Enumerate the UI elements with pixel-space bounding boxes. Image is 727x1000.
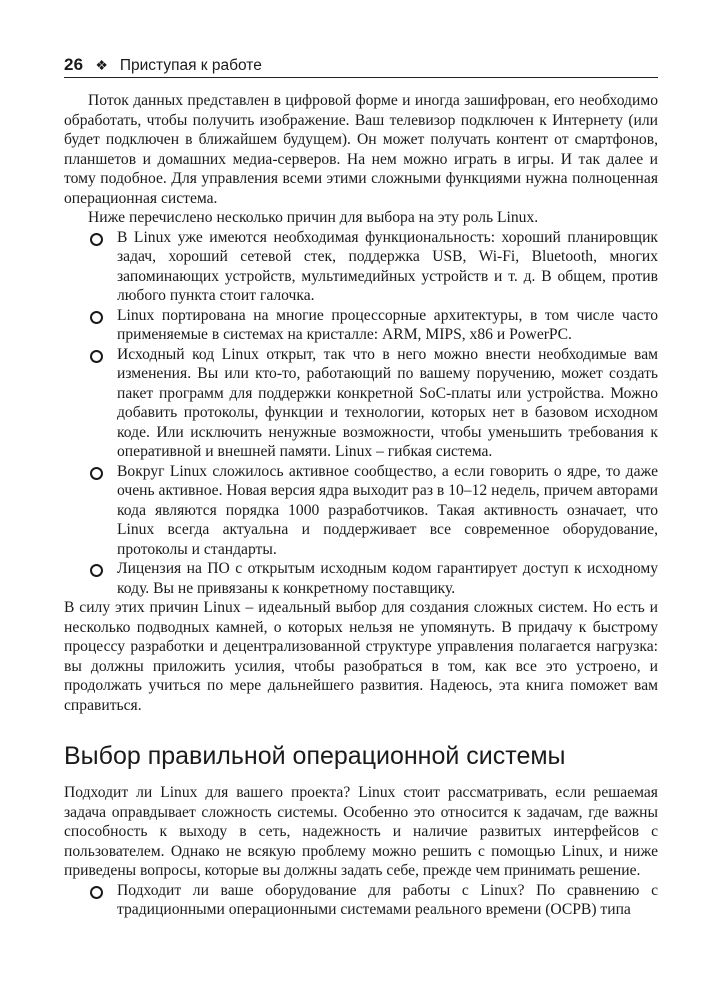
diamond-ornament-icon: ❖ xyxy=(95,57,108,73)
list-item-text: В Linux уже имеются необходимая функциональность: хороший планировщик задач, хороший сетевой стек, поддержка USB, Wi-Fi, Bluetooth, многих запоминающих устройств, мультимедийных устройств и т. д. В общем, против любого пункта стоит галочка. xyxy=(117,228,658,304)
list-item xyxy=(64,345,658,462)
list-item-text: Лицензия на ПО с открытым исходным кодом гарантирует доступ к исходному коду. Вы не привязаны к конкретному поставщику. xyxy=(117,560,658,597)
running-title: Приступая к работе xyxy=(119,57,262,74)
circle-bullet-icon xyxy=(90,886,103,899)
section-paragraph: Подходит ли Linux для вашего проекта? Linux стоит рассматривать, если решаемая задача оправдывает сложность системы. Особенно это относится к задачам, где важны способность к выходу в сеть, надежность и наличие развитых интерфейсов с пользователем. Однако не всякую проблему можно решить с помощью Linux, и ниже приведены вопросы, которые вы должны задать себе, прежде чем принимать решение. xyxy=(64,784,658,879)
circle-bullet-icon xyxy=(90,564,103,577)
list-item-text: Подходит ли ваше оборудование для работы с Linux? По сравнению с традиционными операционными системами реального времени (ОСРВ) типа xyxy=(117,881,658,918)
intro-paragraph: Поток данных представлен в цифровой форме и иногда зашифрован, его необходимо обработать, чтобы получить изображение. Ваш телевизор подключен к Интернету (или будет подключен в ближайшем будущем). Он может получать контент от смартфонов, планшетов и домашних медиа-серверов. На нем можно играть в игры. И так далее и тому подобное. Для управления всеми этими сложными функциями нужна полноценная операционная система. xyxy=(64,92,658,207)
list-item xyxy=(64,881,658,920)
circle-bullet-icon xyxy=(90,233,103,246)
list-item xyxy=(64,228,658,306)
list-item-text: Linux портирована на многие процессорные архитектуры, в том числе часто применяемые в системах на кристалле: ARM, MIPS, x86 и PowerPC. xyxy=(117,306,658,343)
page-number: 26 xyxy=(64,55,84,74)
reasons-intro: Ниже перечислено несколько причин для выбора на эту роль Linux. xyxy=(88,209,539,226)
circle-bullet-icon xyxy=(90,350,103,363)
questions-list xyxy=(64,881,658,920)
list-item xyxy=(64,559,658,598)
list-item xyxy=(64,462,658,560)
list-item-text: Исходный код Linux открыт, так что в него можно внести необходимые вам изменения. Вы или кто-то, работающий по вашему поручению, может создать пакет программ для поддержки конкретной SoC-платы или устройства. Можно добавить протоколы, функции и технологии, которых нет в базовом исходном коде. Или исключить ненужные возможности, чтобы уменьшить требования к оперативной и внешней памяти. Linux – гибкая система. xyxy=(117,345,658,460)
conclusion-paragraph: В силу этих причин Linux – идеальный выбор для создания сложных систем. Но есть и несколько подводных камней, о которых нельзя не упомянуть. В придачу к быстрому процессу разработки и децентрализованной структуре управления полагается нагрузка: вы должны приложить усилия, чтобы разобраться в том, как все это устроено, и продолжать учиться по мере дальнейшего развития. Надеюсь, эта книга поможет вам справиться. xyxy=(64,599,658,714)
page-body xyxy=(64,91,658,920)
reasons-list xyxy=(64,228,658,599)
section-heading: Выбор правильной операционной системы xyxy=(64,742,566,770)
list-item xyxy=(64,306,658,345)
circle-bullet-icon xyxy=(90,311,103,324)
page-header xyxy=(64,54,658,78)
list-item-text: Вокруг Linux сложилось активное сообщество, а если говорить о ядре, то даже очень активное. Новая версия ядра выходит раз в 10–12 недель, причем авторами кода являются порядка 1000 разработчиков. Такая активность означает, что Linux всегда актуальна и поддерживает все современное оборудование, протоколы и стандарты. xyxy=(117,462,658,558)
circle-bullet-icon xyxy=(90,467,103,480)
